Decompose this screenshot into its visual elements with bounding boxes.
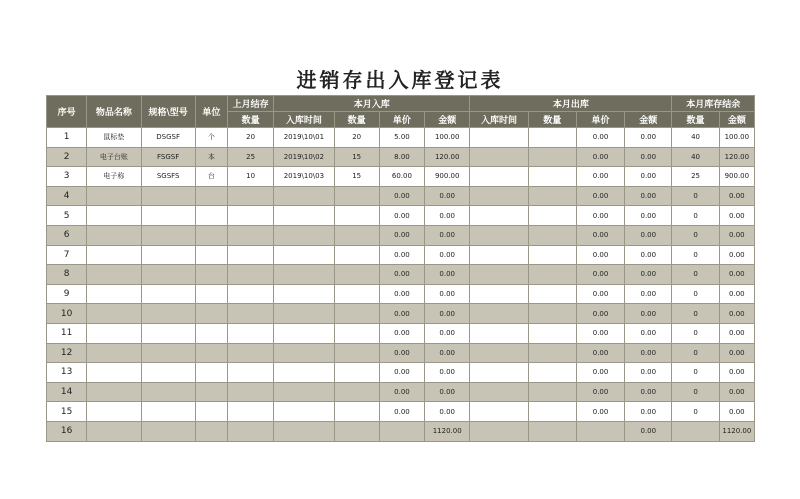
cell-in-price[interactable]: 0.00 <box>379 186 424 206</box>
cell-out-date[interactable] <box>470 284 528 304</box>
table-row <box>47 186 755 206</box>
col-header-in-qty[interactable]: 数量 <box>334 112 379 128</box>
cell-in-qty[interactable] <box>334 343 379 363</box>
cell-in-qty[interactable] <box>334 245 379 265</box>
cell-out-price[interactable]: 0.00 <box>576 167 624 187</box>
cell-bal-qty[interactable]: 0 <box>672 363 719 383</box>
cell-out-qty[interactable] <box>528 363 576 383</box>
cell-out-amt[interactable]: 0.00 <box>625 225 672 245</box>
table-row <box>47 128 755 148</box>
cell-in-date[interactable] <box>274 206 334 226</box>
cell-prev[interactable] <box>227 304 273 324</box>
cell-prev[interactable] <box>227 245 273 265</box>
cell-in-price[interactable]: 0.00 <box>379 343 424 363</box>
cell-in-date[interactable] <box>274 402 334 422</box>
table-row <box>47 363 755 383</box>
cell-prev[interactable]: 20 <box>227 128 273 148</box>
cell-in-amt[interactable]: 0.00 <box>425 245 470 265</box>
cell-seq[interactable]: 11 <box>47 323 87 343</box>
cell-out-amt[interactable]: 0.00 <box>625 304 672 324</box>
cell-out-qty[interactable] <box>528 128 576 148</box>
cell-name[interactable] <box>87 421 141 441</box>
cell-bal-amt[interactable]: 120.00 <box>719 147 754 167</box>
cell-seq[interactable]: 7 <box>47 245 87 265</box>
cell-bal-qty[interactable]: 0 <box>672 265 719 285</box>
col-header-out-time[interactable]: 入库时间 <box>470 112 528 128</box>
cell-in-price[interactable]: 0.00 <box>379 265 424 285</box>
cell-name[interactable] <box>87 186 141 206</box>
cell-in-price[interactable]: 0.00 <box>379 304 424 324</box>
cell-in-price[interactable]: 60.00 <box>379 167 424 187</box>
cell-in-date[interactable] <box>274 245 334 265</box>
cell-bal-amt[interactable]: 1120.00 <box>719 421 754 441</box>
header-row-top <box>47 96 755 112</box>
cell-out-qty[interactable] <box>528 147 576 167</box>
cell-unit[interactable] <box>195 245 227 265</box>
table-row <box>47 225 755 245</box>
cell-unit[interactable] <box>195 402 227 422</box>
cell-unit[interactable]: 个 <box>195 128 227 148</box>
cell-seq[interactable]: 13 <box>47 363 87 383</box>
cell-in-price[interactable]: 0.00 <box>379 363 424 383</box>
cell-prev[interactable] <box>227 421 273 441</box>
cell-out-date[interactable] <box>470 128 528 148</box>
table-row <box>47 265 755 285</box>
cell-in-amt[interactable]: 0.00 <box>425 265 470 285</box>
cell-in-qty[interactable] <box>334 225 379 245</box>
cell-out-price[interactable]: 0.00 <box>576 186 624 206</box>
cell-spec[interactable] <box>141 323 195 343</box>
cell-in-date[interactable]: 2019\10\01 <box>274 128 334 148</box>
cell-spec[interactable] <box>141 304 195 324</box>
cell-out-qty[interactable] <box>528 323 576 343</box>
cell-out-amt[interactable]: 0.00 <box>625 382 672 402</box>
cell-spec[interactable] <box>141 186 195 206</box>
col-header-balance-amount[interactable]: 金额 <box>719 112 754 128</box>
cell-out-price[interactable]: 0.00 <box>576 265 624 285</box>
cell-bal-qty[interactable]: 40 <box>672 128 719 148</box>
cell-out-qty[interactable] <box>528 245 576 265</box>
cell-out-qty[interactable] <box>528 167 576 187</box>
cell-bal-amt[interactable]: 0.00 <box>719 186 754 206</box>
cell-spec[interactable] <box>141 343 195 363</box>
cell-in-amt[interactable]: 100.00 <box>425 128 470 148</box>
cell-in-amt[interactable]: 120.00 <box>425 147 470 167</box>
cell-unit[interactable] <box>195 186 227 206</box>
cell-seq[interactable]: 8 <box>47 265 87 285</box>
table-row <box>47 206 755 226</box>
table-row <box>47 167 755 187</box>
cell-name[interactable]: 电子称 <box>87 167 141 187</box>
table-row <box>47 147 755 167</box>
cell-bal-amt[interactable]: 0.00 <box>719 343 754 363</box>
col-header-balance-qty[interactable]: 数量 <box>672 112 719 128</box>
cell-out-price[interactable]: 0.00 <box>576 343 624 363</box>
cell-in-date[interactable]: 2019\10\02 <box>274 147 334 167</box>
cell-out-date[interactable] <box>470 363 528 383</box>
cell-in-qty[interactable]: 15 <box>334 147 379 167</box>
cell-seq[interactable]: 3 <box>47 167 87 187</box>
cell-name[interactable] <box>87 402 141 422</box>
cell-out-qty[interactable] <box>528 225 576 245</box>
cell-out-date[interactable] <box>470 186 528 206</box>
cell-out-date[interactable] <box>470 225 528 245</box>
cell-out-price[interactable]: 0.00 <box>576 245 624 265</box>
cell-bal-qty[interactable]: 0 <box>672 206 719 226</box>
cell-out-price[interactable]: 0.00 <box>576 128 624 148</box>
col-header-spec[interactable]: 规格\型号 <box>141 96 195 128</box>
cell-in-date[interactable] <box>274 186 334 206</box>
cell-name[interactable] <box>87 245 141 265</box>
cell-bal-qty[interactable]: 0 <box>672 225 719 245</box>
cell-out-price[interactable]: 0.00 <box>576 225 624 245</box>
cell-bal-amt[interactable]: 0.00 <box>719 402 754 422</box>
cell-prev[interactable]: 10 <box>227 167 273 187</box>
cell-spec[interactable] <box>141 284 195 304</box>
cell-in-amt[interactable]: 900.00 <box>425 167 470 187</box>
cell-out-qty[interactable] <box>528 402 576 422</box>
cell-in-qty[interactable] <box>334 323 379 343</box>
cell-out-price[interactable]: 0.00 <box>576 304 624 324</box>
cell-out-amt[interactable]: 0.00 <box>625 402 672 422</box>
cell-bal-qty[interactable]: 25 <box>672 167 719 187</box>
cell-out-qty[interactable] <box>528 206 576 226</box>
col-header-seq[interactable]: 序号 <box>47 96 87 128</box>
cell-spec[interactable] <box>141 245 195 265</box>
cell-name[interactable] <box>87 265 141 285</box>
cell-in-price[interactable]: 0.00 <box>379 402 424 422</box>
cell-unit[interactable] <box>195 382 227 402</box>
cell-out-date[interactable] <box>470 343 528 363</box>
cell-in-amt[interactable]: 0.00 <box>425 343 470 363</box>
cell-in-qty[interactable] <box>334 402 379 422</box>
cell-bal-qty[interactable]: 0 <box>672 323 719 343</box>
cell-in-qty[interactable] <box>334 186 379 206</box>
cell-in-price[interactable]: 0.00 <box>379 382 424 402</box>
cell-in-price[interactable]: 0.00 <box>379 225 424 245</box>
cell-bal-qty[interactable]: 0 <box>672 186 719 206</box>
cell-spec[interactable]: SGSFS <box>141 167 195 187</box>
cell-name[interactable] <box>87 304 141 324</box>
cell-in-date[interactable] <box>274 363 334 383</box>
cell-out-amt[interactable]: 0.00 <box>625 245 672 265</box>
table-row <box>47 284 755 304</box>
cell-in-qty[interactable]: 20 <box>334 128 379 148</box>
cell-bal-amt[interactable]: 0.00 <box>719 265 754 285</box>
col-header-in-price[interactable]: 单价 <box>379 112 424 128</box>
cell-bal-qty[interactable]: 0 <box>672 284 719 304</box>
cell-in-qty[interactable] <box>334 284 379 304</box>
cell-spec[interactable] <box>141 402 195 422</box>
ledger-body <box>47 128 755 442</box>
cell-out-price[interactable]: 0.00 <box>576 363 624 383</box>
cell-name[interactable] <box>87 343 141 363</box>
cell-in-qty[interactable] <box>334 382 379 402</box>
cell-in-amt[interactable]: 0.00 <box>425 225 470 245</box>
table-row <box>47 402 755 422</box>
cell-seq[interactable]: 12 <box>47 343 87 363</box>
cell-in-qty[interactable] <box>334 421 379 441</box>
cell-name[interactable] <box>87 225 141 245</box>
cell-bal-qty[interactable]: 0 <box>672 382 719 402</box>
cell-seq[interactable]: 10 <box>47 304 87 324</box>
cell-seq[interactable]: 6 <box>47 225 87 245</box>
cell-bal-qty[interactable]: 0 <box>672 304 719 324</box>
table-row <box>47 304 755 324</box>
cell-in-qty[interactable] <box>334 265 379 285</box>
cell-spec[interactable]: DSGSF <box>141 128 195 148</box>
cell-out-price[interactable]: 0.00 <box>576 382 624 402</box>
cell-prev[interactable] <box>227 343 273 363</box>
cell-in-date[interactable] <box>274 421 334 441</box>
cell-unit[interactable] <box>195 343 227 363</box>
cell-unit[interactable]: 本 <box>195 147 227 167</box>
cell-out-price[interactable]: 0.00 <box>576 206 624 226</box>
cell-bal-qty[interactable] <box>672 421 719 441</box>
cell-unit[interactable] <box>195 421 227 441</box>
cell-in-price[interactable]: 8.00 <box>379 147 424 167</box>
cell-in-amt[interactable]: 0.00 <box>425 186 470 206</box>
cell-out-amt[interactable]: 0.00 <box>625 343 672 363</box>
cell-prev[interactable]: 25 <box>227 147 273 167</box>
group-header-stock-in[interactable]: 本月入库 <box>274 96 470 112</box>
cell-bal-qty[interactable]: 0 <box>672 343 719 363</box>
cell-in-qty[interactable] <box>334 206 379 226</box>
cell-in-date[interactable]: 2019\10\03 <box>274 167 334 187</box>
cell-unit[interactable] <box>195 265 227 285</box>
cell-out-date[interactable] <box>470 402 528 422</box>
col-header-in-time[interactable]: 入库时间 <box>274 112 334 128</box>
cell-bal-qty[interactable]: 40 <box>672 147 719 167</box>
cell-bal-amt[interactable]: 100.00 <box>719 128 754 148</box>
cell-out-qty[interactable] <box>528 284 576 304</box>
cell-out-date[interactable] <box>470 304 528 324</box>
cell-prev[interactable] <box>227 284 273 304</box>
col-header-out-amount[interactable]: 金额 <box>625 112 672 128</box>
cell-out-qty[interactable] <box>528 421 576 441</box>
cell-out-date[interactable] <box>470 206 528 226</box>
cell-name[interactable] <box>87 382 141 402</box>
cell-unit[interactable]: 台 <box>195 167 227 187</box>
cell-in-qty[interactable] <box>334 304 379 324</box>
cell-name[interactable]: 电子台账 <box>87 147 141 167</box>
cell-in-amt[interactable]: 0.00 <box>425 363 470 383</box>
cell-prev[interactable] <box>227 186 273 206</box>
cell-spec[interactable] <box>141 225 195 245</box>
col-header-prev-qty[interactable]: 数量 <box>227 112 273 128</box>
cell-bal-amt[interactable]: 0.00 <box>719 284 754 304</box>
cell-out-date[interactable] <box>470 147 528 167</box>
cell-prev[interactable] <box>227 382 273 402</box>
cell-in-amt[interactable]: 0.00 <box>425 323 470 343</box>
cell-in-price[interactable]: 5.00 <box>379 128 424 148</box>
col-header-item-name[interactable]: 物品名称 <box>87 96 141 128</box>
group-header-stock-out[interactable]: 本月出库 <box>470 96 672 112</box>
cell-bal-amt[interactable]: 0.00 <box>719 206 754 226</box>
cell-out-amt[interactable]: 0.00 <box>625 421 672 441</box>
cell-bal-amt[interactable]: 0.00 <box>719 363 754 383</box>
table-row <box>47 382 755 402</box>
cell-in-date[interactable] <box>274 265 334 285</box>
cell-in-date[interactable] <box>274 323 334 343</box>
cell-in-qty[interactable] <box>334 363 379 383</box>
cell-out-amt[interactable]: 0.00 <box>625 363 672 383</box>
cell-out-date[interactable] <box>470 323 528 343</box>
cell-bal-amt[interactable]: 0.00 <box>719 382 754 402</box>
cell-seq[interactable]: 1 <box>47 128 87 148</box>
cell-spec[interactable] <box>141 265 195 285</box>
cell-in-date[interactable] <box>274 382 334 402</box>
cell-out-price[interactable]: 0.00 <box>576 402 624 422</box>
col-header-prev-stock[interactable]: 上月结存 <box>227 96 273 112</box>
table-row <box>47 343 755 363</box>
cell-prev[interactable] <box>227 402 273 422</box>
cell-seq[interactable]: 15 <box>47 402 87 422</box>
cell-in-date[interactable] <box>274 284 334 304</box>
cell-in-price[interactable]: 0.00 <box>379 323 424 343</box>
cell-spec[interactable]: FSGSF <box>141 147 195 167</box>
cell-in-amt[interactable]: 0.00 <box>425 304 470 324</box>
cell-out-price[interactable]: 0.00 <box>576 147 624 167</box>
cell-spec[interactable] <box>141 206 195 226</box>
cell-bal-amt[interactable]: 0.00 <box>719 304 754 324</box>
col-header-unit[interactable]: 单位 <box>195 96 227 128</box>
table-row <box>47 421 755 441</box>
cell-out-date[interactable] <box>470 167 528 187</box>
sheet-title: 进销存出入库登记表 <box>296 68 504 92</box>
inventory-ledger-table <box>46 95 755 442</box>
cell-out-amt[interactable]: 0.00 <box>625 167 672 187</box>
group-header-balance[interactable]: 本月库存结余 <box>672 96 755 112</box>
cell-out-amt[interactable]: 0.00 <box>625 265 672 285</box>
cell-in-date[interactable] <box>274 304 334 324</box>
cell-name[interactable] <box>87 363 141 383</box>
cell-out-qty[interactable] <box>528 265 576 285</box>
table-row <box>47 323 755 343</box>
cell-out-price[interactable]: 0.00 <box>576 323 624 343</box>
cell-out-date[interactable] <box>470 265 528 285</box>
cell-in-price[interactable] <box>379 421 424 441</box>
cell-out-qty[interactable] <box>528 343 576 363</box>
cell-in-price[interactable]: 0.00 <box>379 245 424 265</box>
cell-seq[interactable]: 5 <box>47 206 87 226</box>
cell-bal-qty[interactable]: 0 <box>672 402 719 422</box>
cell-name[interactable] <box>87 284 141 304</box>
cell-in-amt[interactable]: 0.00 <box>425 402 470 422</box>
cell-name[interactable]: 鼠标垫 <box>87 128 141 148</box>
cell-out-price[interactable] <box>576 421 624 441</box>
cell-bal-amt[interactable]: 0.00 <box>719 225 754 245</box>
cell-out-date[interactable] <box>470 245 528 265</box>
cell-in-amt[interactable]: 0.00 <box>425 382 470 402</box>
cell-out-price[interactable]: 0.00 <box>576 284 624 304</box>
cell-seq[interactable]: 14 <box>47 382 87 402</box>
cell-spec[interactable] <box>141 382 195 402</box>
cell-out-amt[interactable]: 0.00 <box>625 186 672 206</box>
cell-name[interactable] <box>87 206 141 226</box>
cell-prev[interactable] <box>227 206 273 226</box>
cell-out-amt[interactable]: 0.00 <box>625 147 672 167</box>
col-header-out-qty[interactable]: 数量 <box>528 112 576 128</box>
cell-spec[interactable] <box>141 363 195 383</box>
cell-in-date[interactable] <box>274 343 334 363</box>
cell-in-date[interactable] <box>274 225 334 245</box>
table-row <box>47 245 755 265</box>
cell-prev[interactable] <box>227 323 273 343</box>
cell-prev[interactable] <box>227 363 273 383</box>
col-header-in-amount[interactable]: 金额 <box>425 112 470 128</box>
cell-unit[interactable] <box>195 284 227 304</box>
cell-seq[interactable]: 9 <box>47 284 87 304</box>
cell-out-qty[interactable] <box>528 186 576 206</box>
cell-in-amt[interactable]: 1120.00 <box>425 421 470 441</box>
cell-spec[interactable] <box>141 421 195 441</box>
cell-in-amt[interactable]: 0.00 <box>425 284 470 304</box>
cell-unit[interactable] <box>195 363 227 383</box>
cell-unit[interactable] <box>195 304 227 324</box>
cell-unit[interactable] <box>195 206 227 226</box>
cell-seq[interactable]: 16 <box>47 421 87 441</box>
cell-out-amt[interactable]: 0.00 <box>625 206 672 226</box>
cell-bal-qty[interactable]: 0 <box>672 245 719 265</box>
col-header-out-price[interactable]: 单价 <box>576 112 624 128</box>
cell-out-qty[interactable] <box>528 304 576 324</box>
cell-in-price[interactable]: 0.00 <box>379 284 424 304</box>
cell-out-amt[interactable]: 0.00 <box>625 323 672 343</box>
cell-seq[interactable]: 4 <box>47 186 87 206</box>
cell-prev[interactable] <box>227 265 273 285</box>
cell-unit[interactable] <box>195 225 227 245</box>
cell-out-date[interactable] <box>470 421 528 441</box>
cell-bal-amt[interactable]: 0.00 <box>719 323 754 343</box>
cell-bal-amt[interactable]: 900.00 <box>719 167 754 187</box>
cell-out-qty[interactable] <box>528 382 576 402</box>
cell-out-amt[interactable]: 0.00 <box>625 128 672 148</box>
cell-prev[interactable] <box>227 225 273 245</box>
cell-in-qty[interactable]: 15 <box>334 167 379 187</box>
cell-in-amt[interactable]: 0.00 <box>425 206 470 226</box>
cell-out-amt[interactable]: 0.00 <box>625 284 672 304</box>
cell-seq[interactable]: 2 <box>47 147 87 167</box>
cell-unit[interactable] <box>195 323 227 343</box>
cell-bal-amt[interactable]: 0.00 <box>719 245 754 265</box>
cell-in-price[interactable]: 0.00 <box>379 206 424 226</box>
cell-out-date[interactable] <box>470 382 528 402</box>
cell-name[interactable] <box>87 323 141 343</box>
